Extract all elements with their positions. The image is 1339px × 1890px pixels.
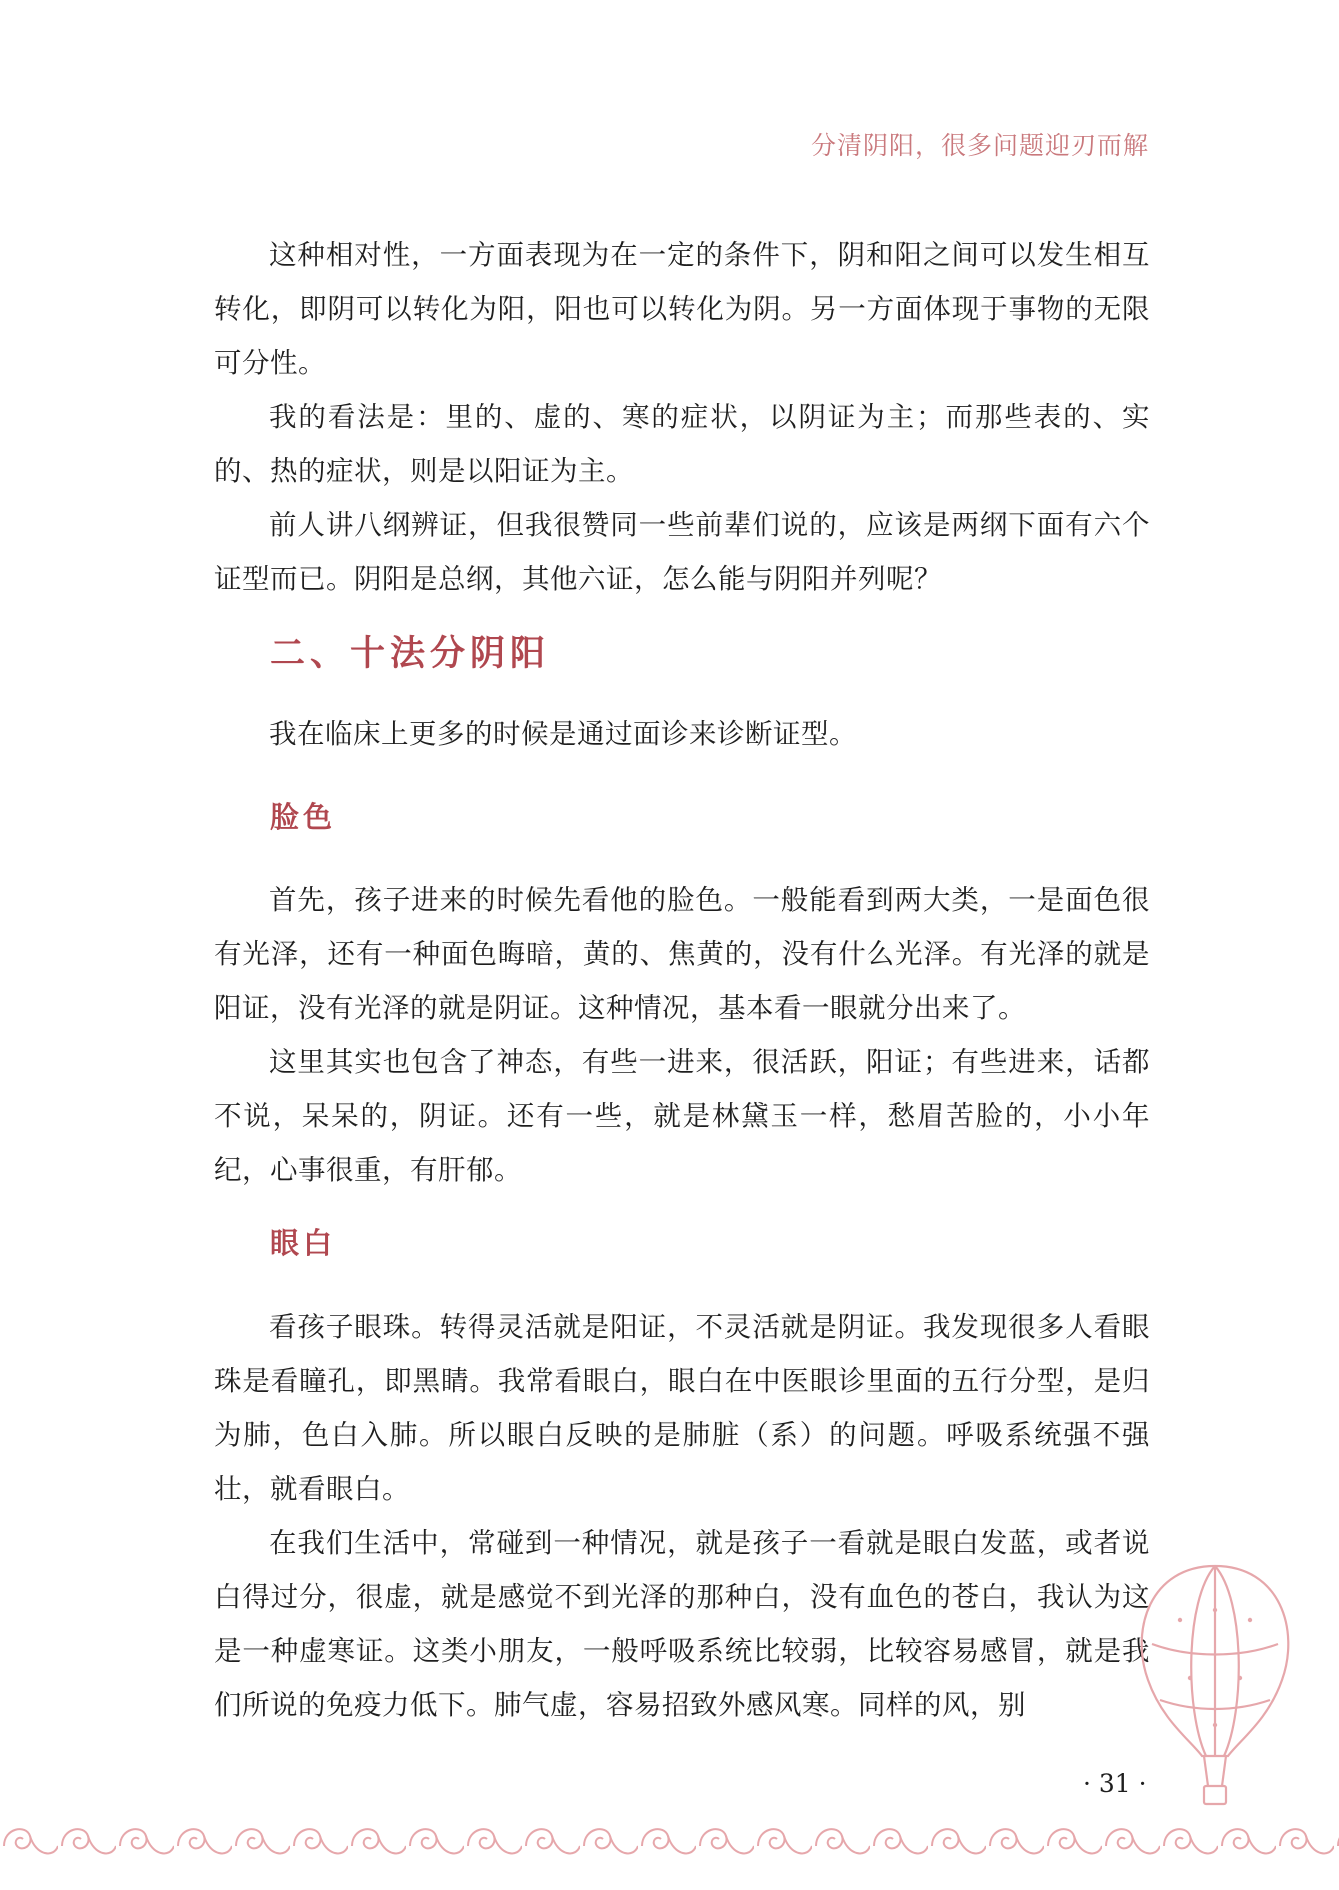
section-heading: 二、十法分阴阳 <box>270 633 551 674</box>
face-heading-block <box>214 795 1150 836</box>
scroll-border-ornament <box>0 1800 1339 1870</box>
section-heading-block <box>214 626 1150 676</box>
face-text-block <box>214 873 1150 1197</box>
paragraph: 这种相对性，一方面表现为在一定的条件下，阴和阳之间可以发生相互转化，即阴可以转化为阳，阳也可以转化为阴。另一方面体现于事物的无限可分性。 <box>214 239 1150 379</box>
section-lead-block <box>214 707 1150 761</box>
subheading-face: 脸色 <box>270 800 337 834</box>
paragraph: 这里其实也包含了神态，有些一进来，很活跃，阳证；有些进来，话都不说，呆呆的，阴证。还有一些，就是林黛玉一样，愁眉苦脸的，小小年纪，心事很重，有肝郁。 <box>214 1046 1150 1186</box>
eye-heading-block <box>214 1221 1150 1262</box>
paragraph: 前人讲八纲辨证，但我很赞同一些前辈们说的，应该是两纲下面有六个证型而已。阴阳是总纲，其他六证，怎么能与阴阳并列呢？ <box>214 509 1150 595</box>
eye-text-block <box>214 1300 1150 1732</box>
intro-block <box>214 228 1150 606</box>
paragraph: 看孩子眼珠。转得灵活就是阳证，不灵活就是阴证。我发现很多人看眼珠是看瞳孔，即黑睛。我常看眼白，眼白在中医眼诊里面的五行分型，是归为肺，色白入肺。所以眼白反映的是肺脏（系）的问题。呼吸系统强不强壮，就看眼白。 <box>214 1311 1150 1505</box>
hot-air-balloon-illustration <box>1130 1560 1300 1830</box>
paragraph: 我在临床上更多的时候是通过面诊来诊断证型。 <box>269 718 857 750</box>
subheading-eye: 眼白 <box>270 1226 337 1260</box>
page-number: · 31 · <box>1083 1769 1147 1798</box>
paragraph: 我的看法是：里的、虚的、寒的症状，以阴证为主；而那些表的、实的、热的症状，则是以阳证为主。 <box>214 401 1150 487</box>
paragraph: 首先，孩子进来的时候先看他的脸色。一般能看到两大类，一是面色很有光泽，还有一种面色晦暗，黄的、焦黄的，没有什么光泽。有光泽的就是阳证，没有光泽的就是阴证。这种情况，基本看一眼就分出来了。 <box>214 884 1150 1024</box>
running-header: 分清阴阳，很多问题迎刃而解 <box>810 131 1149 160</box>
paragraph: 在我们生活中，常碰到一种情况，就是孩子一看就是眼白发蓝，或者说白得过分，很虚，就是感觉不到光泽的那种白，没有血色的苍白，我认为这是一种虚寒证。这类小朋友，一般呼吸系统比较弱，比较容易感冒，就是我们所说的免疫力低下。肺气虚，容易招致外感风寒。同样的风，别 <box>214 1527 1150 1721</box>
